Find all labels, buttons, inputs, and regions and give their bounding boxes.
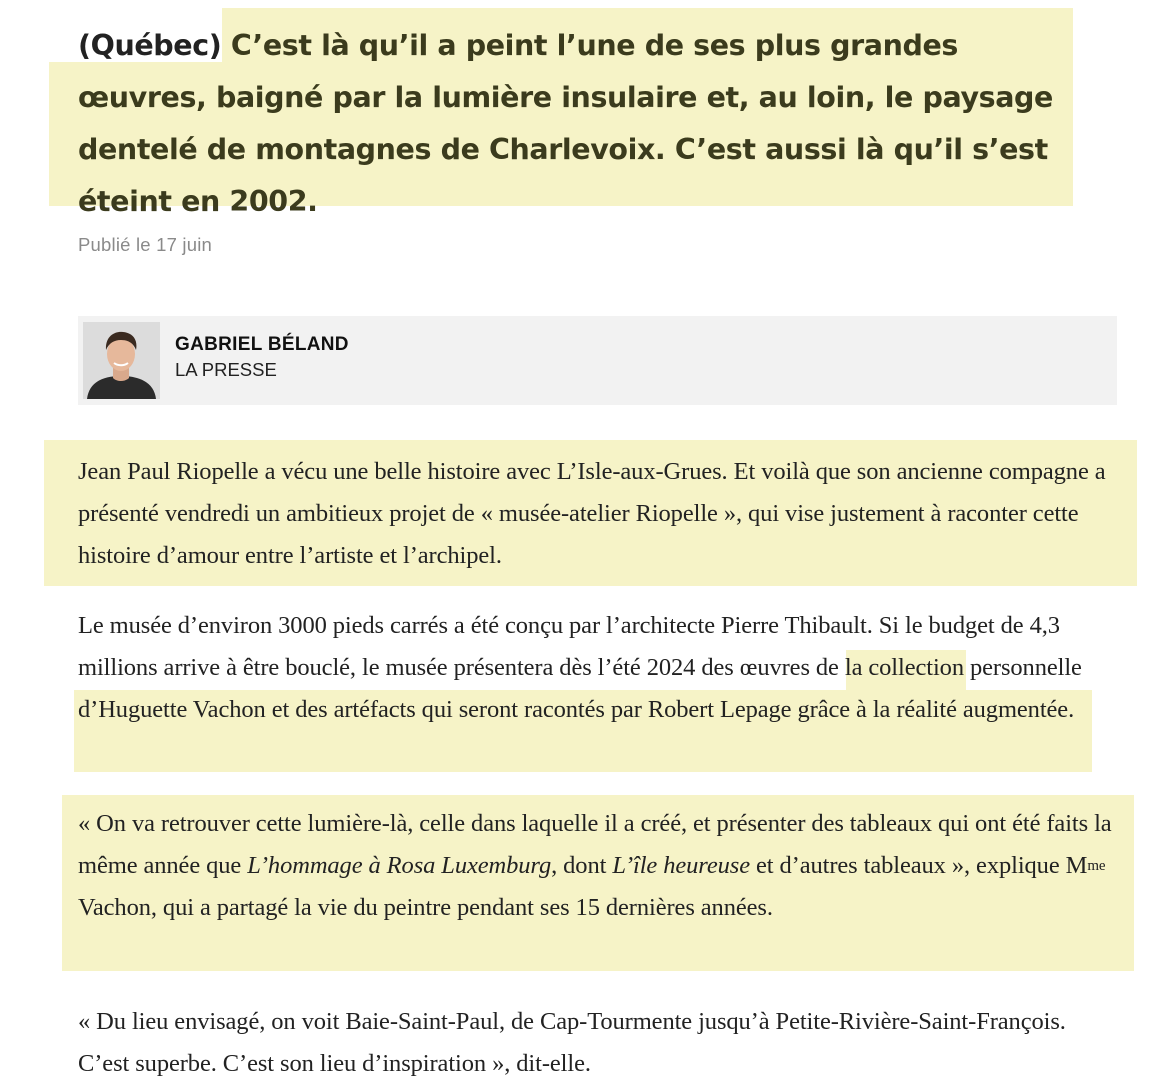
paragraph-4: « Du lieu envisagé, on voit Baie-Saint-Paul, de Cap-Tourmente jusqu’à Petite-Rivière-Saint-François. C’est superbe. C’est son lieu d’inspiration », dit-elle. [78, 1008, 1066, 1077]
quote-text-c: et d’autres tableaux », explique M [749, 852, 1088, 879]
paragraph-2-start: Le musée d’environ 3000 pieds carrés a été conçu par l’architecte Pierre Thibault. Si le budget de 4,3 millions arrive à être bouclé, le musée présentera dès [78, 612, 1060, 681]
author-portrait-icon [83, 322, 160, 399]
author-box [78, 316, 1117, 405]
author-name[interactable]: GABRIEL BÉLAND [175, 334, 349, 355]
lead-text: C’est là qu’il a peint l’une de ses plus grandes œuvres, baigné par la lumière insulaire et, au loin, le paysage dentelé de montagnes de Charlevoix. C’est aussi là qu’il s’est éteint en 2002. [78, 29, 1053, 218]
dateline: (Québec) [78, 29, 222, 62]
artwork-title-ile-heureuse: L’île heureuse [612, 852, 750, 879]
quote-text-b: , dont [551, 852, 613, 879]
paragraph-3-quote [78, 803, 1123, 929]
author-organization: LA PRESSE [175, 359, 277, 380]
paragraph-2 [78, 605, 1108, 731]
artwork-title-hommage: L’hommage à Rosa Luxemburg [247, 852, 552, 879]
lead-paragraph [78, 20, 1078, 228]
avatar[interactable] [83, 322, 160, 399]
honorific-superscript: me [1087, 858, 1106, 874]
paragraph-2-end: l’été 2024 des œuvres de la collection personnelle d’Huguette Vachon et des artéfacts qui seront racontés par Robert Lepage grâce à la réalité augmentée. [78, 654, 1082, 723]
paragraph-1: Jean Paul Riopelle a vécu une belle histoire avec L’Isle-aux-Grues. Et voilà que son ancienne compagne a présenté vendredi un ambitieux projet de « musée-atelier Riopelle », qui vise justement à raconter cette histoire d’amour entre l’artiste et l’archipel. [78, 458, 1106, 569]
quote-text-a: « On va retrouver cette lumière-là, celle dans laquelle il a créé, et présenter des tableaux qui ont été faits la même année que [78, 810, 1112, 879]
quote-text-d: Vachon, qui a partagé la vie du peintre pendant ses 15 dernières années. [78, 894, 773, 921]
published-date: Publié le 17 juin [78, 234, 213, 255]
